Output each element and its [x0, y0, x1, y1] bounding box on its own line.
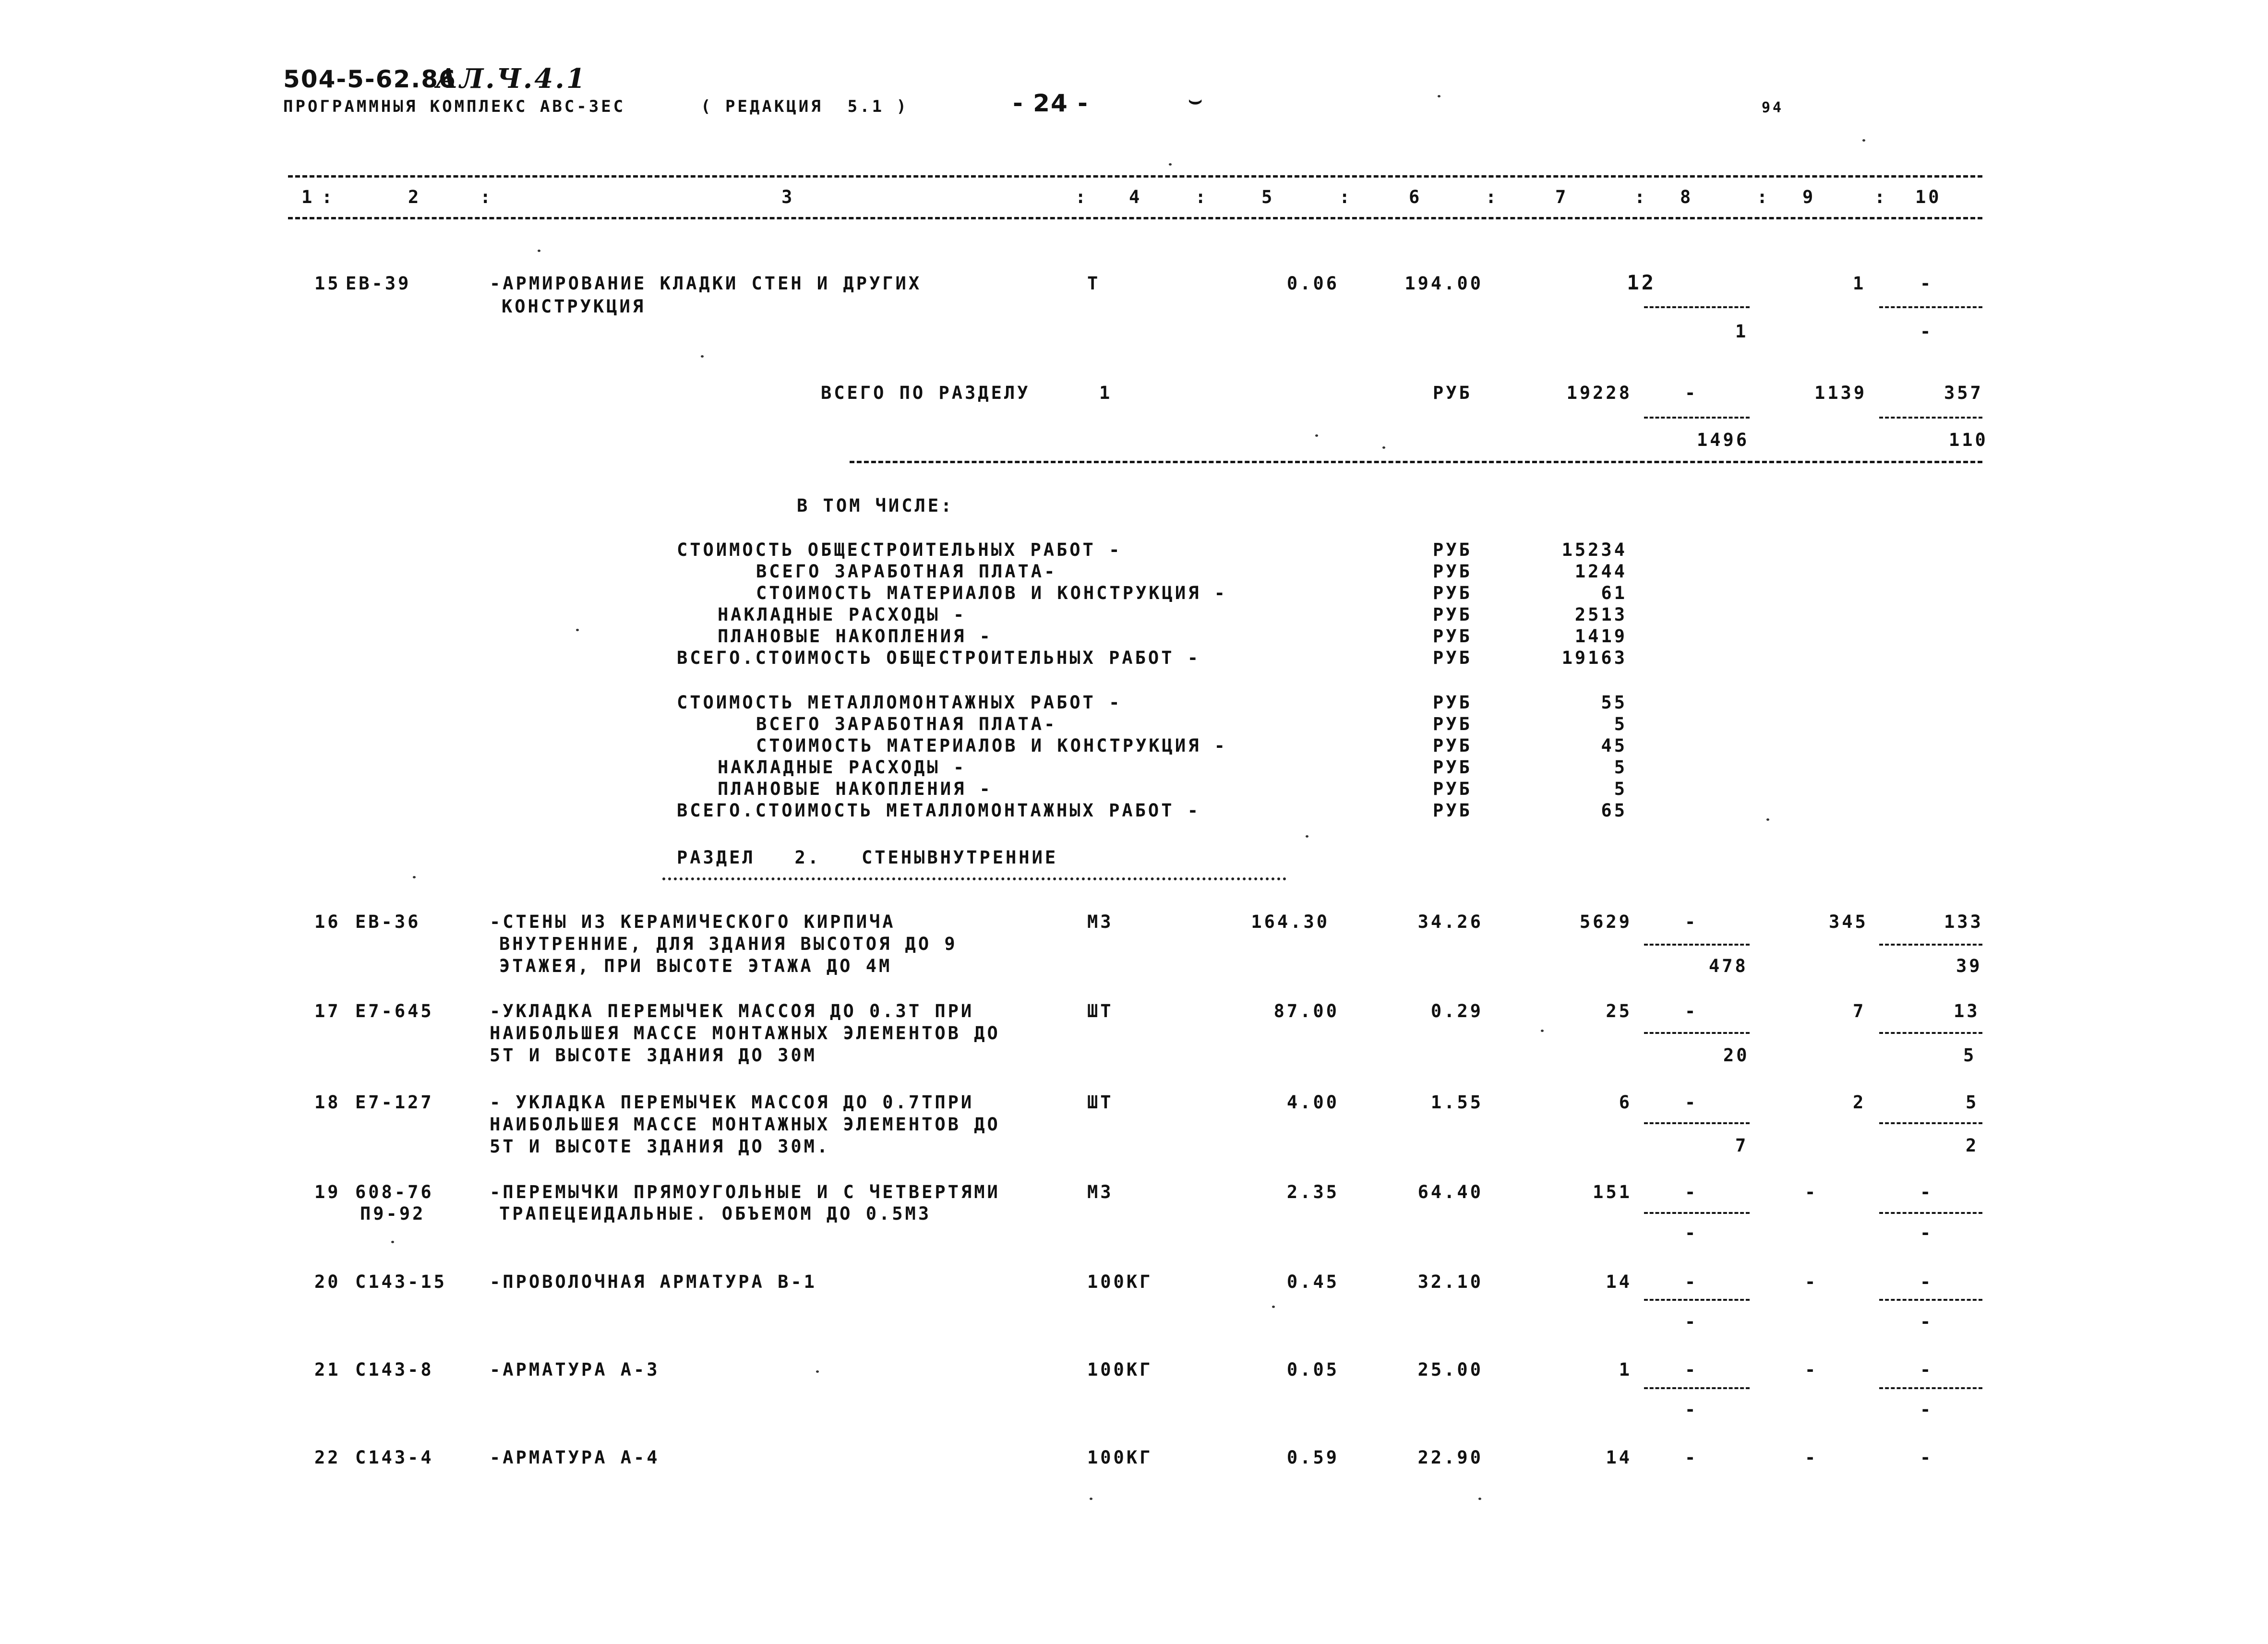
row-c9: 2 [1853, 1092, 1866, 1113]
row-unit: М3 [1087, 912, 1114, 932]
sheet-mark: 94 [1762, 99, 1784, 116]
row-code: 608-76 [355, 1182, 434, 1202]
row-desc-line: ТРАПЕЦЕИДАЛЬНЫЕ. ОБЪЕМОМ ДО 0.5М3 [499, 1203, 932, 1224]
scan-curve-mark: ⌣ [1188, 87, 1203, 113]
including-title: В ТОМ ЧИСЛЕ: [797, 495, 954, 516]
row-unit: 100КГ [1087, 1447, 1153, 1468]
row-c10-bottom: - [1920, 1223, 1933, 1243]
row-price: 25.00 [1417, 1359, 1483, 1380]
row-total: 14 [1606, 1447, 1632, 1468]
row-qty: 0.05 [1286, 1359, 1339, 1380]
row-c10-bottom: 2 [1966, 1135, 1979, 1156]
scan-speck [1766, 818, 1769, 821]
scan-speck [576, 629, 579, 631]
row-c8-top: - [1685, 912, 1698, 932]
summary-value: 15234 [1561, 540, 1627, 560]
scan-speck [1541, 1030, 1544, 1032]
row-c10-top: - [1920, 1447, 1933, 1468]
col-sep: : [1634, 187, 1648, 207]
row-c8-top: - [1685, 1001, 1698, 1021]
summary-unit: РУБ [1433, 757, 1472, 778]
header-rule-bottom [288, 217, 1982, 219]
summary-label: СТОИМОСТЬ МАТЕРИАЛОВ И КОНСТРУКЦИЯ - [756, 735, 1227, 756]
scan-speck [538, 250, 540, 252]
row-c9: - [1805, 1272, 1818, 1292]
row-price: 34.26 [1417, 912, 1483, 932]
row-number: 19 [314, 1182, 341, 1202]
summary-unit: РУБ [1433, 604, 1472, 625]
section-total-c9: 1139 [1814, 383, 1867, 403]
summary-unit: РУБ [1433, 561, 1472, 582]
summary-label: ВСЕГО ЗАРАБОТНАЯ ПЛАТА- [756, 561, 1057, 582]
summary-unit: РУБ [1433, 692, 1472, 713]
row-c9: - [1805, 1182, 1818, 1202]
row-c10-bottom: - [1920, 321, 1933, 342]
row-desc-line: -СТЕНЫ ИЗ КЕРАМИЧЕСКОГО КИРПИЧА [490, 912, 896, 932]
row-code: ЕВ-39 [346, 273, 411, 294]
row-c8-top: - [1685, 1359, 1698, 1380]
row-c10-rule [1879, 1122, 1982, 1124]
summary-label: ВСЕГО.СТОИМОСТЬ ОБЩЕСТРОИТЕЛЬНЫХ РАБОТ - [677, 648, 1201, 668]
row-c10-bottom: - [1920, 1399, 1933, 1420]
row-desc-line: ЭТАЖЕЯ, ПРИ ВЫСОТЕ ЭТАЖА ДО 4М [499, 956, 892, 976]
section-title: СТЕНЫВНУТРЕННИЕ [862, 847, 1058, 868]
col-header: 2 [408, 187, 421, 207]
row-c10-rule [1879, 944, 1982, 946]
row-code-secondary: П9-92 [360, 1203, 426, 1224]
row-c9: 7 [1853, 1001, 1866, 1021]
row-number: 20 [314, 1272, 341, 1292]
row-total: 5629 [1579, 912, 1632, 932]
section-label: РАЗДЕЛ 2. [677, 847, 821, 868]
row-c8-bottom: 478 [1709, 956, 1748, 976]
row-c10-rule [1879, 1212, 1982, 1214]
col-header: 4 [1129, 187, 1142, 207]
row-code: ЕВ-36 [355, 912, 421, 932]
row-c10-bottom: 5 [1963, 1045, 1977, 1066]
section-total-c8-bottom: 1496 [1697, 430, 1750, 450]
summary-value: 2513 [1574, 604, 1627, 625]
col-header: 8 [1680, 187, 1693, 207]
section-total-c8-rule [1644, 417, 1750, 419]
section-total-c10-top: 357 [1944, 383, 1983, 403]
summary-value: 65 [1601, 800, 1627, 821]
summary-value: 55 [1601, 692, 1627, 713]
summary-unit: РУБ [1433, 583, 1472, 603]
scan-speck [1169, 163, 1172, 166]
row-price: 22.90 [1417, 1447, 1483, 1468]
row-code: С143-8 [355, 1359, 434, 1380]
row-code: Е7-127 [355, 1092, 434, 1113]
row-c8-rule [1644, 1299, 1750, 1301]
row-c8-rule [1644, 306, 1750, 308]
summary-label: СТОИМОСТЬ МАТЕРИАЛОВ И КОНСТРУКЦИЯ - [756, 583, 1227, 603]
row-desc-line: - УКЛАДКА ПЕРЕМЫЧЕК МАССОЯ ДО 0.7ТПРИ [490, 1092, 974, 1113]
summary-label: ПЛАНОВЫЕ НАКОПЛЕНИЯ - [718, 779, 993, 799]
row-c8-top: - [1685, 1182, 1698, 1202]
page-number: - 24 - [1013, 89, 1089, 117]
row-c8-bottom: 7 [1735, 1135, 1749, 1156]
row-price: 0.29 [1430, 1001, 1483, 1021]
row-desc-line: НАИБОЛЬШЕЯ МАССЕ МОНТАЖНЫХ ЭЛЕМЕНТОВ ДО [490, 1114, 1000, 1135]
summary-value: 19163 [1561, 648, 1627, 668]
col-header: 9 [1802, 187, 1816, 207]
col-sep: : [322, 187, 335, 207]
summary-label: СТОИМОСТЬ ОБЩЕСТРОИТЕЛЬНЫХ РАБОТ - [677, 540, 1122, 560]
row-c8-bottom: - [1685, 1399, 1698, 1420]
row-c8-rule [1644, 1212, 1750, 1214]
edition-note: ( РЕДАКЦИЯ 5.1 ) [701, 97, 909, 116]
summary-unit: РУБ [1433, 779, 1472, 799]
row-code: С143-4 [355, 1447, 434, 1468]
summary-value: 5 [1614, 779, 1627, 799]
row-price: 64.40 [1417, 1182, 1483, 1202]
row-number: 16 [314, 912, 341, 932]
row-c8-rule [1644, 1387, 1750, 1389]
section-total-label: ВСЕГО ПО РАЗДЕЛУ [821, 383, 1031, 403]
section-total-unit: РУБ [1433, 383, 1472, 403]
row-desc-line: -АРМАТУРА А-3 [490, 1359, 660, 1380]
row-total: 25 [1606, 1001, 1632, 1021]
section-total-rule [850, 461, 1982, 463]
row-qty: 4.00 [1286, 1092, 1339, 1113]
scan-speck [413, 876, 416, 878]
row-c8-bottom: - [1685, 1223, 1698, 1243]
section-total-value: 19228 [1566, 383, 1632, 403]
row-c10-top: - [1920, 273, 1933, 294]
row-unit: М3 [1087, 1182, 1114, 1202]
row-c8-rule [1644, 944, 1750, 946]
document-code: 504-5-62.86 [283, 65, 456, 93]
col-sep: : [1075, 187, 1089, 207]
row-qty: 0.06 [1286, 273, 1339, 294]
row-c10-bottom: - [1920, 1311, 1933, 1332]
col-header: 3 [781, 187, 795, 207]
row-total: 14 [1606, 1272, 1632, 1292]
row-desc-line: -УКЛАДКА ПЕРЕМЫЧЕК МАССОЯ ДО 0.3Т ПРИ [490, 1001, 974, 1021]
col-header: 10 [1915, 187, 1942, 207]
summary-value: 1244 [1574, 561, 1627, 582]
summary-unit: РУБ [1433, 626, 1472, 647]
row-c8-bottom: 1 [1735, 321, 1749, 342]
summary-value: 45 [1601, 735, 1627, 756]
row-qty: 164.30 [1251, 912, 1330, 932]
row-qty: 0.59 [1286, 1447, 1339, 1468]
summary-unit: РУБ [1433, 648, 1472, 668]
row-c10-top: 13 [1954, 1001, 1980, 1021]
row-number: 21 [314, 1359, 341, 1380]
scan-speck [1272, 1306, 1275, 1308]
col-header: 7 [1555, 187, 1569, 207]
row-unit: ШТ [1087, 1001, 1114, 1021]
row-c10-top: - [1920, 1182, 1933, 1202]
row-c8-top: - [1685, 1092, 1698, 1113]
scan-speck [1862, 139, 1865, 142]
col-sep: : [1757, 187, 1770, 207]
row-price: 32.10 [1417, 1272, 1483, 1292]
row-c10-top: 5 [1966, 1092, 1979, 1113]
scan-speck [1315, 434, 1318, 437]
col-header: 5 [1261, 187, 1275, 207]
row-desc-line: НАИБОЛЬШЕЯ МАССЕ МОНТАЖНЫХ ЭЛЕМЕНТОВ ДО [490, 1023, 1000, 1044]
row-c10-rule [1879, 306, 1982, 308]
scan-speck [1090, 1498, 1092, 1500]
row-number: 22 [314, 1447, 341, 1468]
scan-speck [1438, 95, 1440, 97]
program-line: ПРОГРАММНЫЯ КОМПЛЕКС АВС-ЗЕС [283, 97, 626, 116]
row-unit: 100КГ [1087, 1272, 1153, 1292]
row-qty: 87.00 [1273, 1001, 1339, 1021]
summary-label: ПЛАНОВЫЕ НАКОПЛЕНИЯ - [718, 626, 993, 647]
row-desc-line: -АРМАТУРА А-4 [490, 1447, 660, 1468]
section-total-c10-bottom: 110 [1949, 430, 1988, 450]
handwritten-note: АЛ.Ч.4.1 [436, 63, 587, 95]
row-unit: 100КГ [1087, 1359, 1153, 1380]
summary-label: НАКЛАДНЫЕ РАСХОДЫ - [718, 757, 967, 778]
summary-unit: РУБ [1433, 540, 1472, 560]
row-c10-rule [1879, 1299, 1982, 1301]
row-total: 1 [1619, 1359, 1632, 1380]
row-desc-line: 5Т И ВЫСОТЕ ЗДАНИЯ ДО 30М. [490, 1136, 830, 1157]
row-desc-line: 5Т И ВЫСОТЕ ЗДАНИЯ ДО 30М [490, 1045, 817, 1066]
row-qty: 0.45 [1286, 1272, 1339, 1292]
scan-speck [701, 355, 704, 358]
section-underline [662, 877, 1286, 880]
summary-value: 1419 [1574, 626, 1627, 647]
row-desc-line: КОНСТРУКЦИЯ [502, 296, 646, 317]
scan-speck [1478, 1498, 1481, 1500]
row-c9: - [1805, 1359, 1818, 1380]
summary-unit: РУБ [1433, 735, 1472, 756]
col-sep: : [1874, 187, 1888, 207]
row-desc-line: ВНУТРЕННИЕ, ДЛЯ ЗДАНИЯ ВЫСОТОЯ ДО 9 [499, 934, 958, 954]
scan-speck [1382, 446, 1385, 449]
row-total: 151 [1593, 1182, 1632, 1202]
summary-unit: РУБ [1433, 714, 1472, 734]
row-c8-top: - [1685, 1272, 1698, 1292]
col-header: 1 [301, 187, 315, 207]
row-desc-line: -ПЕРЕМЫЧКИ ПРЯМОУГОЛЬНЫЕ И С ЧЕТВЕРТЯМИ [490, 1182, 1000, 1202]
row-number: 18 [314, 1092, 341, 1113]
row-qty: 2.35 [1286, 1182, 1339, 1202]
row-code: С143-15 [355, 1272, 447, 1292]
row-c10-top: 133 [1944, 912, 1983, 932]
summary-label: ВСЕГО.СТОИМОСТЬ МЕТАЛЛОМОНТАЖНЫХ РАБОТ - [677, 800, 1201, 821]
row-c8-top: - [1685, 1447, 1698, 1468]
row-c8-bottom: 20 [1723, 1045, 1750, 1066]
col-sep: : [1339, 187, 1353, 207]
row-c9: 1 [1853, 273, 1866, 294]
row-desc-line: -ПРОВОЛОЧНАЯ АРМАТУРА В-1 [490, 1272, 817, 1292]
row-c8-rule [1644, 1032, 1750, 1034]
col-sep: : [1195, 187, 1209, 207]
row-price: 1.55 [1430, 1092, 1483, 1113]
row-c9: - [1805, 1447, 1818, 1468]
row-code: Е7-645 [355, 1001, 434, 1021]
summary-label: НАКЛАДНЫЕ РАСХОДЫ - [718, 604, 967, 625]
col-sep: : [1486, 187, 1499, 207]
row-number: 15 [314, 273, 341, 294]
summary-value: 5 [1614, 757, 1627, 778]
row-unit: ШТ [1087, 1092, 1114, 1113]
row-c10-top: - [1920, 1359, 1933, 1380]
summary-label: ВСЕГО ЗАРАБОТНАЯ ПЛАТА- [756, 714, 1057, 734]
row-c8-bottom: - [1685, 1311, 1698, 1332]
scan-speck [391, 1241, 394, 1243]
row-unit: Т [1087, 273, 1101, 294]
row-c8-rule [1644, 1122, 1750, 1124]
scan-speck [1306, 835, 1308, 838]
row-c10-rule [1879, 1032, 1982, 1034]
section-total-number: 1 [1099, 383, 1113, 403]
summary-value: 5 [1614, 714, 1627, 734]
section-total-c10-rule [1879, 417, 1982, 419]
scan-speck [816, 1370, 819, 1373]
summary-label: СТОИМОСТЬ МЕТАЛЛОМОНТАЖНЫХ РАБОТ - [677, 692, 1122, 713]
row-total: 6 [1619, 1092, 1632, 1113]
summary-unit: РУБ [1433, 800, 1472, 821]
row-c9: 345 [1829, 912, 1868, 932]
col-header: 6 [1409, 187, 1422, 207]
row-total: 12 [1627, 271, 1656, 294]
col-sep: : [480, 187, 493, 207]
section-total-c8-top: - [1685, 383, 1698, 403]
row-c10-bottom: 39 [1956, 956, 1982, 976]
row-number: 17 [314, 1001, 341, 1021]
summary-value: 61 [1601, 583, 1627, 603]
header-rule-top [288, 175, 1982, 178]
row-desc-line: -АРМИРОВАНИЕ КЛАДКИ СТЕН И ДРУГИХ [490, 273, 922, 294]
row-c10-top: - [1920, 1272, 1933, 1292]
row-price: 194.00 [1404, 273, 1483, 294]
row-c10-rule [1879, 1387, 1982, 1389]
